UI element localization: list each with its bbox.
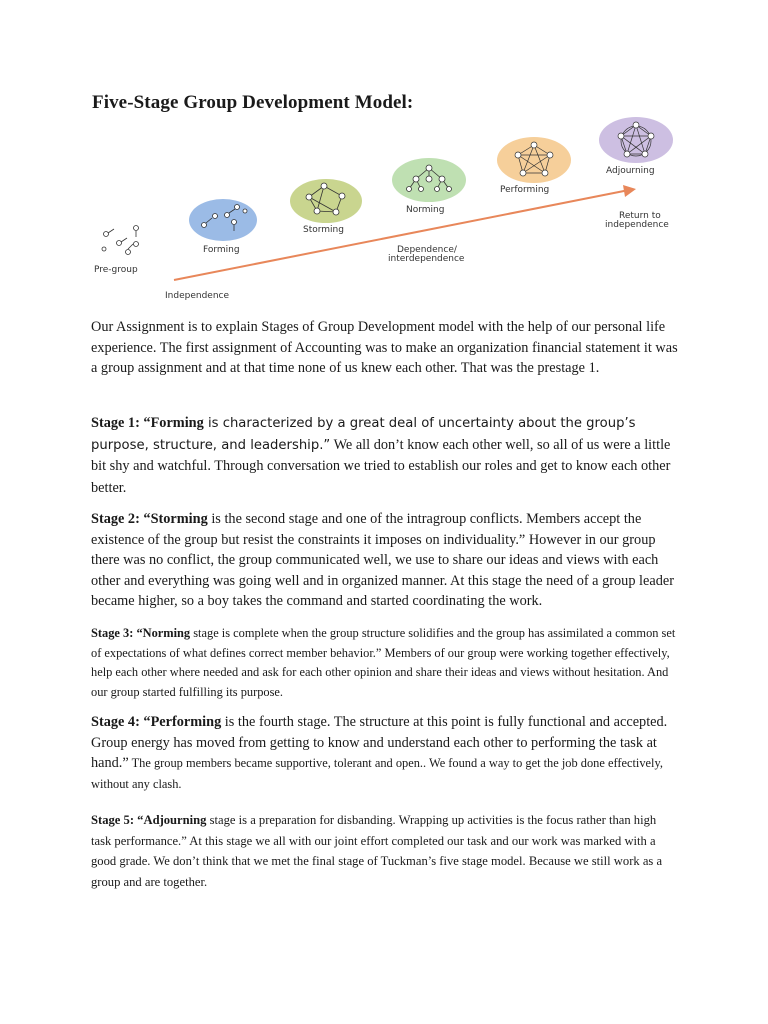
paragraph-stage-5 (91, 810, 679, 892)
stage-2-quote: is the second stage and one of the intragroup conflicts. Members accept the existence of the group but resist the constraints it imposes on individuality.” (91, 511, 642, 548)
stage-4-quote: is the fourth stage. The structure at this point is fully functional and accepted. Group energy has moved from getting to know and understand each other to performing the task at hand.” (91, 714, 668, 771)
group-development-diagram (84, 112, 690, 304)
stage-3-label: Stage 3: (91, 626, 137, 640)
label-performing: Performing (500, 185, 550, 195)
stage-1-term: “Forming (143, 415, 204, 431)
page-title: Five-Stage Group Development Model: (92, 92, 414, 113)
stage-2-text: However in our group there was no conflict, the group communicated well, we use to share our ideas and views with each other and everything was going well and in organized manner. At this stage the need of a group leader became higher, so a boy takes the command and started coordinating the work. (91, 531, 674, 609)
label-return-line1: Return to (619, 211, 661, 221)
label-adjourning: Adjourning (606, 166, 655, 176)
paragraph-stage-2 (91, 509, 679, 612)
stage-5-term: “Adjourning (137, 813, 207, 827)
label-dependence-line2: interdependence (388, 254, 465, 264)
label-norming: Norming (406, 205, 445, 215)
diagram-svg (84, 112, 690, 304)
stage-5-label: Stage 5: (91, 813, 138, 827)
stage-3-text: Members of our group were working together effectively, help each other where needed and ask for each other opinion and share their ideas and views without hesitation. And our group started fulfilling its purpose. (91, 645, 670, 699)
label-forming: Forming (203, 245, 240, 255)
stage-5-text: stage is a preparation for disbanding. Wrapping up activities is the focus rather than high task performance.” At this stage we all with our joint effort completed our task and our work was marked with a good grade. We don’t think that we met the final stage of Tuckman’s five stage model. Because we still work as a group and are together. (91, 813, 663, 889)
stage-3-term: “Norming (136, 626, 191, 640)
label-dependence-line1: Dependence/ (397, 245, 457, 255)
stage-1-quote: is characterized by a great deal of uncertainty about the group’s purpose, structure, and leadership.” (91, 416, 636, 453)
diagram-arrowhead (623, 185, 636, 197)
paragraph-stage-4 (91, 712, 679, 794)
label-return-line2: independence (605, 220, 669, 230)
stage-1-label: Stage 1: (91, 415, 144, 431)
stage-2-label: Stage 2: (91, 511, 144, 527)
stage-4-label: Stage 4: (91, 714, 144, 730)
paragraph-stage-3 (91, 624, 679, 702)
pregroup-figure (102, 226, 139, 255)
paragraph-stage-1 (91, 413, 679, 499)
stage-3-quote: stage is complete when the group structure solidifies and the group has assimilated a common set of expectations of what defines correct member behavior.” (91, 626, 676, 660)
stage-1-text: We all don’t know each other well, so all of us were a little bit shy and watchful. Through conversation we tried to establish our roles and get to know each other better. (91, 436, 671, 496)
stage-4-term: “Performing (143, 714, 222, 730)
forming-circle (189, 199, 257, 241)
label-storming: Storming (303, 225, 344, 235)
paragraph-intro: Our Assignment is to explain Stages of Group Development model with the help of our personal life experience. The first assignment of Accounting was to make an organization financial statement it was a group assignment and at that time none of us knew each other. That was the prestage 1. (91, 319, 678, 376)
label-pregroup: Pre-group (94, 265, 138, 275)
label-independence: Independence (165, 291, 230, 301)
stage-2-term: “Storming (143, 511, 208, 527)
stage-4-text: The group members became supportive, tolerant and open.. We found a way to get the job done effectively, without any clash. (91, 756, 663, 791)
